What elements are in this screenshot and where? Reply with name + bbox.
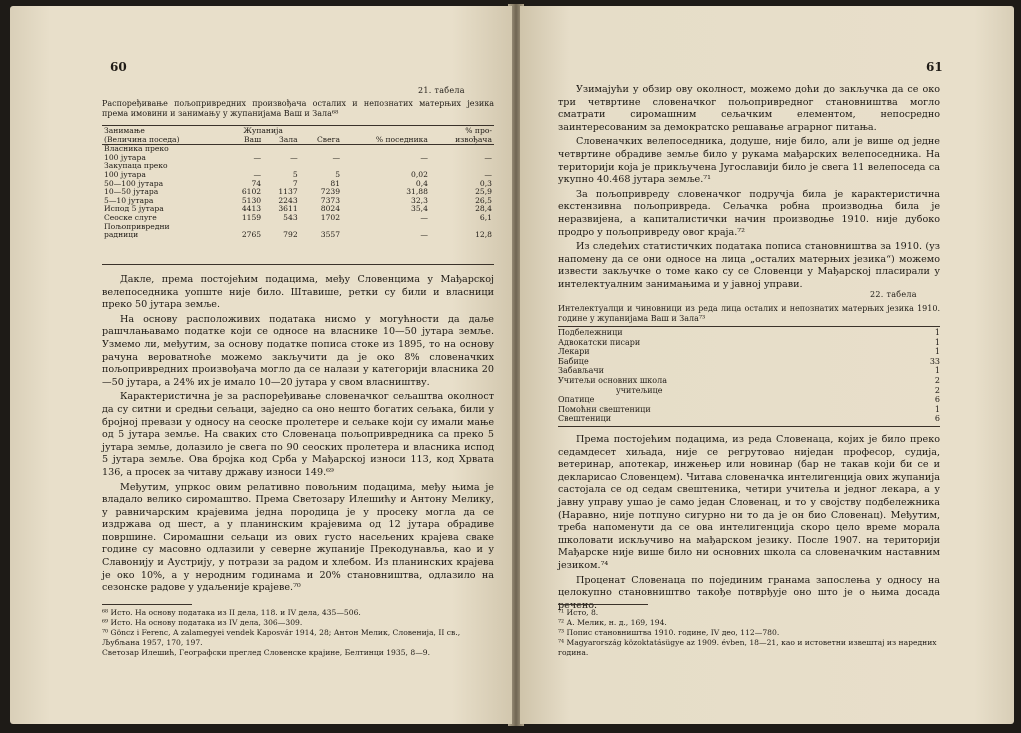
table-cell-label: 10—50 јутара <box>104 187 159 197</box>
table-cell-label: 100 јутара <box>104 152 146 162</box>
footnote-71: ⁷¹ Исто, 8. <box>558 608 599 617</box>
table-cell-total: 1702 <box>320 212 341 222</box>
table-cell-total: 7239 <box>320 187 341 197</box>
table-cell-label: Учитељи основних школа <box>558 375 667 385</box>
right-footnote-rule <box>558 604 648 605</box>
table-cell-label: Адвокатски писари <box>558 337 641 347</box>
col-head-pct-producers-b: извођача <box>455 134 492 144</box>
footnote-68: ⁶⁸ Исто. На основу података из II дела, 118. и IV дела, 435—506. <box>102 608 361 617</box>
table-cell-pct <box>342 145 430 154</box>
table-cell-label: Закупаца преко <box>104 161 168 171</box>
table-cell-label: Сеоске слуге <box>104 212 157 222</box>
table-cell-pct2: 26,5 <box>475 195 492 205</box>
right-paragraph: Из следећих статистичких података пописа становништва за 1910. (уз напомену да се они односе на лица „осталих матерњих језика“) можемо извести закључке о томе како су се Словенци у Мађарској пласирали у интелектуалним занимањима и у јавној управи. <box>558 241 940 290</box>
table-cell-label: учитељице <box>616 385 663 395</box>
table-row <box>102 145 494 154</box>
table-22-number: 22. табела <box>870 290 917 299</box>
table-cell-vas: 1159 <box>241 212 262 222</box>
table-cell-label: 50—100 јутара <box>104 178 164 188</box>
table-cell-label: Свештеници <box>558 414 612 424</box>
col-head-zala: Зала <box>279 134 298 144</box>
left-page <box>10 6 512 724</box>
table-cell-vas: 6102 <box>241 187 262 197</box>
table-cell-pct2: 0,3 <box>479 178 492 188</box>
table-21-number: 21. табела <box>418 86 465 95</box>
table-row <box>558 357 940 367</box>
table-cell-total: 5 <box>335 169 341 179</box>
table-cell-pct: — <box>420 212 428 222</box>
table-row <box>102 223 494 232</box>
col-head-pct-producers-a: % про- <box>465 126 492 135</box>
left-paragraph: Дакле, према постојећим подацима, међу Словенцима у Мађарској велепоседника уопште није било. Штавише, ретки су били и власници преко 50 јутара земље. <box>102 274 494 311</box>
table-cell-pct: 35,4 <box>411 204 428 214</box>
table-row <box>558 338 940 348</box>
table-cell-total: 7373 <box>320 195 341 205</box>
table-cell-value: 2 <box>934 385 940 395</box>
table-cell-pct2: 6,1 <box>479 212 492 222</box>
table-cell-total: 3557 <box>320 230 341 240</box>
table-row <box>558 376 940 386</box>
table-cell-pct: — <box>420 152 428 162</box>
table-cell-label: Бабице <box>558 356 589 366</box>
table-cell-value: 1 <box>934 347 940 357</box>
col-head-occupation: Занимање <box>104 126 145 135</box>
col-head-total: Свега <box>317 134 341 144</box>
table-cell-label: Опатице <box>558 395 595 405</box>
table-cell-zala: 543 <box>283 212 298 222</box>
table-cell-label: Забављачи <box>558 366 604 376</box>
table-row <box>102 180 494 189</box>
table-cell-label: Власника преко <box>104 144 169 154</box>
table-row <box>102 231 494 240</box>
right-body-text-top <box>558 84 940 294</box>
table-cell-total: — <box>332 152 341 162</box>
table-cell-pct2: 28,4 <box>475 204 492 214</box>
table-cell-label: Лекари <box>558 347 590 357</box>
table-cell-vas: 74 <box>251 178 262 188</box>
table-cell-pct2: 25,9 <box>475 187 492 197</box>
table-cell-zala: 5 <box>292 169 298 179</box>
table-21-caption: Распоређивање пољопривредних произвођача осталих и непознатих матерњих језика према имовини и занимању у жупанијама Ваш и Зала⁶⁸ <box>102 99 494 118</box>
left-paragraph: Карактеристична је за распоређивање словеначког сељаштва околност да су ситни и средњи сељаци, заједно са оно нешто богатих сељака, били у бројној превази у односу на сеоске пролетере и сељаке који су имали мање од 5 јутара земље. На сваких сто Словенаца пољопривредника са преко 5 јутара земље, долазило је свега по 90 сеоских пролетера и власника испод 5 јутара земље. Ова бројка код Срба у Мађарској износи 113, код Хрвата 136, а просек за читаву државу износи 149.⁶⁹ <box>102 391 494 478</box>
left-paragraph: Међутим, упркос овим релативно повољним подацима, међу њима је владало велико сиромаштво. Према Светозару Илешићу и Антону Мелику, у равничарским крајевима једна породица је у просеку могла да се издржава од шест, а у планинским крајевима од 12 јутара обрадиве површине. Сиромашни сељаци из ових густо насељених крајева сваке године су масовно одлазили у северне жупаније Прекодунавља, као и у Славонију и Аустрију, у потрази за радом и хлебом. Из планинских крајева је око 10%, а у неродним годинама и 20% становништва, одлазило на сезонске радове у удаљеније крајеве.⁷⁰ <box>102 481 494 594</box>
right-footnotes <box>558 608 940 658</box>
table-22-bottom-rule <box>558 426 940 427</box>
left-paragraph: На основу расположивих података нисмо у могућности да даље рашчлањавамо податке који се односе на власнике 10—50 јутара земље. Узмемо ли, међутим, за основу податке пописа стоке из 1895, то на основу рачуна вероватноће можемо закључити да је око 8% словеначких пољопривредних произвођача могло да се налази у категорији власника 20—50 јутара, а 24% их је имало 10—20 јутара у свом власништву. <box>102 313 494 388</box>
table-cell-total: 81 <box>330 178 341 188</box>
table-cell-zala: — <box>290 152 298 162</box>
col-head-pct-owners: % поседника <box>375 134 428 144</box>
col-head-estate-size: (Величина поседа) <box>104 134 180 144</box>
table-row <box>558 386 940 396</box>
table-cell-pct: 32,3 <box>411 195 428 205</box>
table-cell-label: 5—10 јутара <box>104 195 154 205</box>
table-cell-pct: 0,02 <box>411 169 428 179</box>
table-cell-zala: 7 <box>292 178 298 188</box>
table-row <box>558 366 940 376</box>
table-cell-value: 1 <box>934 366 940 376</box>
left-footnote-rule <box>102 604 192 605</box>
col-head-county: Жупанија <box>243 126 283 135</box>
table-cell-pct: 0,4 <box>415 178 428 188</box>
right-paragraph: Проценат Словенаца по појединим гранама запослења у односу на целокупно становништво такође потврђује оно што је о њима досада речено. <box>558 574 940 611</box>
table-22-top-rule <box>558 326 940 327</box>
table-cell-label: Пољопривредни <box>104 221 170 231</box>
table-cell-vas: 5130 <box>241 195 262 205</box>
footnote-69: ⁶⁹ Исто. На основу података из IV дела, 306—309. <box>102 618 303 627</box>
table-row <box>102 205 494 214</box>
table-cell-label: Помоћни свештеници <box>558 404 651 414</box>
footnote-72: ⁷² А. Мелик, н. д., 169, 194. <box>558 618 667 627</box>
footnote-70: ⁷⁰ Göncz i Ferenc, A zalamegyei vendek Kaposvár 1914, 28; Антон Мелик, Словенија, II св., Љубљана 1957, 170, 197. <box>102 628 461 647</box>
table-cell-value: 1 <box>934 404 940 414</box>
left-footnotes <box>102 608 494 658</box>
col-head-vas: Ваш <box>243 134 262 144</box>
table-21-bottom-rule <box>102 264 494 265</box>
table-cell-label: радници <box>104 230 139 240</box>
table-cell-total: 8024 <box>320 204 341 214</box>
right-body-text-bottom <box>558 434 940 614</box>
table-row <box>558 405 940 415</box>
table-21-top-rule <box>102 125 494 126</box>
right-paragraph: За пољопривреду словеначког подручја била је карактеристична екстензивна пољопривреда. Сељачка робна производња била је неразвијена, а капиталистички начин производње 1910. није дубоко продро у пољопривреду овог краја.⁷² <box>558 188 940 238</box>
table-cell-label: Подбележници <box>558 328 623 337</box>
table-cell-label: Испод 5 јутара <box>104 204 164 214</box>
footnote-73: ⁷³ Попис становништва 1910. године, IV део, 112—780. <box>558 628 780 637</box>
right-paragraph: Према постојећим подацима, из реда Словенаца, којих је било преко седамдесет хиљада, није се регрутовао ниједан професор, судија, ветеринар, апотекар, инжењер или новинар (бар не такав који би се и декларисао Словенцем). Читава словеначка интелигенција ових жупанија састојала се од седам свештеника, четири учитеља и једног лекара, а у јавну управу ушао је само један Словенац, и то у својству подбележника (Наравно, није потпуно сигурно ни то да је он био Словенац). Међутим, треба напоменути да се ова интелигенција скоро цело време морала школовати искључиво на мађарском језику. После 1907. на територији Мађарске није више било ни основних школа са словеначким наставним језиком.⁷⁴ <box>558 434 940 571</box>
table-cell-vas: — <box>253 152 262 162</box>
footnote-74: ⁷⁴ Magyarország közoktatásügye az 1909. évben, 18—21, као и истоветни извештај из наредних година. <box>558 638 937 657</box>
table-row <box>102 162 494 171</box>
table-cell-value: 1 <box>934 337 940 347</box>
table-cell-value: 2 <box>934 375 940 385</box>
table-22-caption: Интелектуалци и чиновници из реда лица осталих и непознатих матерњих језика 1910. године у жупанијама Ваш и Зала⁷³ <box>558 304 940 323</box>
table-row <box>558 414 940 424</box>
table-row <box>558 347 940 357</box>
table-cell-value: 1 <box>934 328 940 337</box>
table-cell-pct <box>342 223 430 232</box>
table-cell-pct2: 12,8 <box>475 230 492 240</box>
table-cell-value: 6 <box>934 414 940 424</box>
table-cell-pct: — <box>420 230 428 240</box>
right-paragraph: Узимајући у обзир ову околност, можемо доћи до закључка да се око три четвртине словеначког пољопривредног становништва могло сматрати сиромашним сељачким елементом, непосредно заинтересованим за демократско решавање аграрног питања. <box>558 84 940 133</box>
right-page-number: 61 <box>926 60 943 74</box>
table-22 <box>558 328 940 424</box>
table-cell-value: 33 <box>929 356 940 366</box>
table-cell-pct: 31,88 <box>406 187 428 197</box>
table-cell-pct2: — <box>484 169 492 179</box>
table-21 <box>102 127 494 240</box>
left-body-text <box>102 274 494 597</box>
table-cell-zala: 792 <box>283 230 298 240</box>
left-page-number: 60 <box>110 60 127 74</box>
table-cell-label: 100 јутара <box>104 169 146 179</box>
table-row <box>558 395 940 405</box>
table-row <box>558 328 940 338</box>
table-cell-zala: 3611 <box>278 204 298 214</box>
table-row <box>102 188 494 197</box>
right-paragraph: Словеначких велепоседника, додуше, није било, али је више од једне четвртине обрадиве земље било у рукама мађарских велепоседника. На територији која је прикључена Југославији било је свега 11 велепоседа са укупно 40.468 јутара земље.⁷¹ <box>558 136 940 186</box>
right-page <box>520 6 1014 724</box>
table-cell-zala: 2243 <box>278 195 298 205</box>
footnote-70-continued: Светозар Илешић, Географски преглед Словенске крајине, Белтинци 1935, 8—9. <box>102 648 431 657</box>
table-cell-vas: — <box>253 169 262 179</box>
table-cell-vas: 4413 <box>241 204 262 214</box>
table-cell-vas: 2765 <box>241 230 262 240</box>
table-cell-zala: 1137 <box>278 187 298 197</box>
table-cell-value: 6 <box>934 395 940 405</box>
table-cell-pct2: — <box>484 152 492 162</box>
